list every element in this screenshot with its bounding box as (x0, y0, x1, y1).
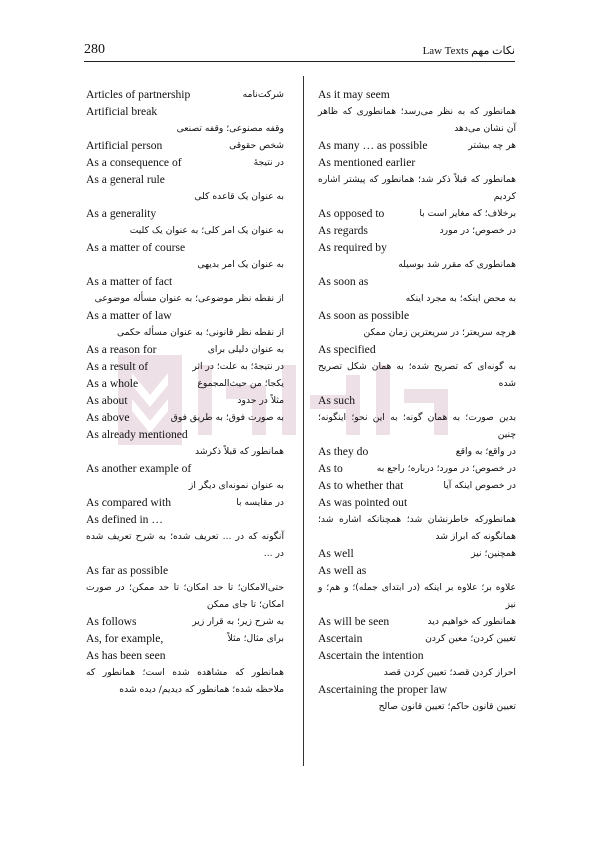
glossary-entry (318, 154, 516, 205)
term-english: As a generality (86, 207, 157, 220)
glossary-entry (318, 222, 516, 239)
glossary-entry (86, 341, 284, 358)
term-english: As mentioned earlier (318, 156, 416, 169)
term-persian: از نقطه نظر قانونی؛ به عنوان مسأله حکمی (116, 327, 284, 338)
term-persian: همانطور که به نظر می‌رسد؛ همانطوری که ظاهر آن نشان می‌دهد (318, 106, 516, 134)
glossary-entry (318, 137, 516, 154)
glossary-entry (318, 86, 516, 137)
glossary-entry (318, 545, 516, 562)
glossary-entry (86, 426, 284, 460)
term-persian: به عنوان یک امر کلی؛ به عنوان یک کلیت (129, 225, 284, 236)
term-english: As soon as possible (318, 309, 410, 322)
term-english: As a matter of fact (86, 275, 173, 288)
term-persian: احراز کردن قصد؛ تعیین کردن قصد (383, 667, 516, 678)
term-english: Ascertain the intention (318, 649, 424, 662)
term-english: As another example of (86, 462, 192, 475)
term-persian: در خصوص؛ در مورد (439, 225, 516, 236)
term-english: As will be seen (318, 615, 390, 628)
term-english: As already mentioned (86, 428, 188, 441)
glossary-entry (86, 358, 284, 375)
term-english: As a general rule (86, 173, 165, 186)
term-persian: به گونه‌ای که تصریح شده؛ به همان شکل تصریح شده (318, 361, 516, 389)
term-persian: شرکت‌نامه (242, 89, 284, 100)
term-persian: یکجا؛ من حیث‌المجموع (197, 378, 284, 389)
term-english: As well (318, 547, 354, 560)
glossary-entry (86, 511, 284, 562)
glossary-entry (86, 86, 284, 103)
term-persian: برای مثال؛ مثلاً (227, 633, 284, 644)
term-english: As to whether that (318, 479, 404, 492)
term-english: Ascertain (318, 632, 363, 645)
term-persian: به صورت فوق؛ به طریق فوق (170, 412, 284, 423)
glossary-entry (86, 494, 284, 511)
term-persian: علاوه بر؛ علاوه بر اینکه (در ابتدای جمله)؛ و هم؛ و نیز (318, 582, 516, 610)
glossary-entry (86, 103, 284, 137)
term-english: As a reason for (86, 343, 157, 356)
term-english: As specified (318, 343, 376, 356)
term-english: As soon as (318, 275, 369, 288)
glossary-entry (86, 562, 284, 613)
glossary-entry (86, 460, 284, 494)
term-english: As a consequence of (86, 156, 182, 169)
term-english: As, for example, (86, 632, 164, 645)
glossary-entry (318, 477, 516, 494)
term-english: As above (86, 411, 130, 424)
term-persian: همانطورکه خاطرنشان شد؛ همچنانکه اشاره شد؛ همانگونه که ابراز شد (318, 514, 516, 542)
glossary-column-left (318, 86, 516, 715)
glossary-entry (318, 613, 516, 630)
term-english: As a result of (86, 360, 149, 373)
term-english: As many … as possible (318, 139, 428, 152)
term-persian: در واقع؛ به واقع (455, 446, 516, 457)
glossary-entry (86, 613, 284, 630)
term-persian: همانطور که مشاهده شده است؛ همانطور که ملاحظه شده؛ همانطور که دیدیم/ دیده شده (86, 667, 284, 695)
term-english: Articles of partnership (86, 88, 191, 101)
glossary-entry (318, 562, 516, 613)
term-persian: مثلاً در حدود (237, 395, 284, 406)
term-persian: در مقایسه با (236, 497, 284, 508)
glossary-entry (86, 375, 284, 392)
glossary-entry (318, 239, 516, 273)
glossary-entry (86, 205, 284, 239)
glossary-entry (86, 171, 284, 205)
term-persian: به محض اینکه؛ به مجرد اینکه (405, 293, 516, 304)
term-persian: همانطوری که مقرر شد بوسیله (398, 259, 516, 270)
glossary-entry (318, 392, 516, 443)
term-english: As a matter of law (86, 309, 172, 322)
column-divider (303, 76, 304, 766)
glossary-entry (318, 205, 516, 222)
glossary-entry (86, 392, 284, 409)
term-english: Ascertaining the proper law (318, 683, 448, 696)
term-persian: به عنوان دلیلی برای (207, 344, 284, 355)
term-persian: به عنوان یک قاعده کلی (194, 191, 284, 202)
glossary-entry (318, 647, 516, 681)
running-title: نکات مهم Law Texts (422, 45, 515, 57)
term-persian: تعیین کردن؛ معین کردن (425, 633, 516, 644)
glossary-entry (86, 409, 284, 426)
term-persian: از نقطه نظر موضوعی؛ به عنوان مسأله موضوعی (94, 293, 284, 304)
glossary-entry (86, 273, 284, 307)
term-persian: همانطور که قبلاً ذکر شد؛ همانطور که پیشتر اشاره کردیم (318, 174, 516, 202)
term-persian: به عنوان نمونه‌ای دیگر از (188, 480, 284, 491)
glossary-entry (86, 307, 284, 341)
glossary-entry (86, 137, 284, 154)
term-persian: همچنین؛ نیز (471, 548, 516, 559)
glossary-entry (318, 460, 516, 477)
term-english: As a whole (86, 377, 139, 390)
term-persian: بدین صورت؛ به همان گونه؛ به این نحو؛ اینگونه؛ چنین (318, 412, 516, 440)
term-english: As defined in … (86, 513, 163, 526)
term-english: As follows (86, 615, 137, 628)
page-number: 280 (84, 42, 105, 57)
glossary-column-right (86, 86, 284, 698)
term-persian: برخلاف؛ که مغایر است با (419, 208, 516, 219)
term-english: As well as (318, 564, 367, 577)
term-persian: تعیین قانون حاکم؛ تعیین قانون صالح (378, 701, 516, 712)
glossary-entry (86, 239, 284, 273)
glossary-entry (318, 307, 516, 341)
term-english: As has been seen (86, 649, 166, 662)
term-english: Artificial person (86, 139, 163, 152)
term-english: As it may seem (318, 88, 390, 101)
term-persian: هرچه سریعتر؛ در سریعترین زمان ممکن (363, 327, 516, 338)
glossary-entry (318, 681, 516, 715)
term-persian: شخص حقوقی (229, 140, 284, 151)
term-english: As far as possible (86, 564, 169, 577)
term-persian: در خصوص اینکه آیا (443, 480, 516, 491)
term-persian: در نتیجهٔ؛ به علت؛ در اثر (192, 361, 284, 372)
glossary-entry (318, 273, 516, 307)
term-english: As a matter of course (86, 241, 186, 254)
glossary-entry (86, 154, 284, 171)
term-persian: در خصوص؛ در مورد؛ درباره؛ راجع به (376, 463, 516, 474)
glossary-entry (86, 647, 284, 698)
term-persian: هر چه بیشتر (468, 140, 516, 151)
term-english: As regards (318, 224, 368, 237)
term-english: Artificial break (86, 105, 158, 118)
term-persian: به شرح زیر؛ به قرار زیر (192, 616, 284, 627)
term-persian: وقفه مصنوعی؛ وقفه تصنعی (176, 123, 284, 134)
term-persian: همانطور که خواهیم دید (427, 616, 516, 627)
term-english: As was pointed out (318, 496, 408, 509)
glossary-entry (318, 630, 516, 647)
term-english: As opposed to (318, 207, 385, 220)
glossary-entry (86, 630, 284, 647)
glossary-entry (318, 341, 516, 392)
term-persian: در نتیجهٔ (253, 157, 284, 168)
term-english: As they do (318, 445, 369, 458)
header-rule (84, 61, 515, 62)
glossary-entry (318, 494, 516, 545)
term-english: As compared with (86, 496, 172, 509)
term-english: As required by (318, 241, 387, 254)
glossary-entry (318, 443, 516, 460)
term-persian: آنگونه که در ... تعریف شده؛ به شرح تعریف شده در ... (86, 531, 284, 559)
term-persian: حتی‌الامکان؛ تا حد امکان؛ تا حد ممکن؛ در صورت امکان؛ تا جای ممکن (86, 582, 284, 610)
term-english: As such (318, 394, 356, 407)
term-persian: همانطور که قبلاً ذکرشد (195, 446, 284, 457)
term-english: As about (86, 394, 128, 407)
term-english: As to (318, 462, 343, 475)
page-header (84, 40, 515, 62)
term-persian: به عنوان یک امر بدیهی (197, 259, 284, 270)
